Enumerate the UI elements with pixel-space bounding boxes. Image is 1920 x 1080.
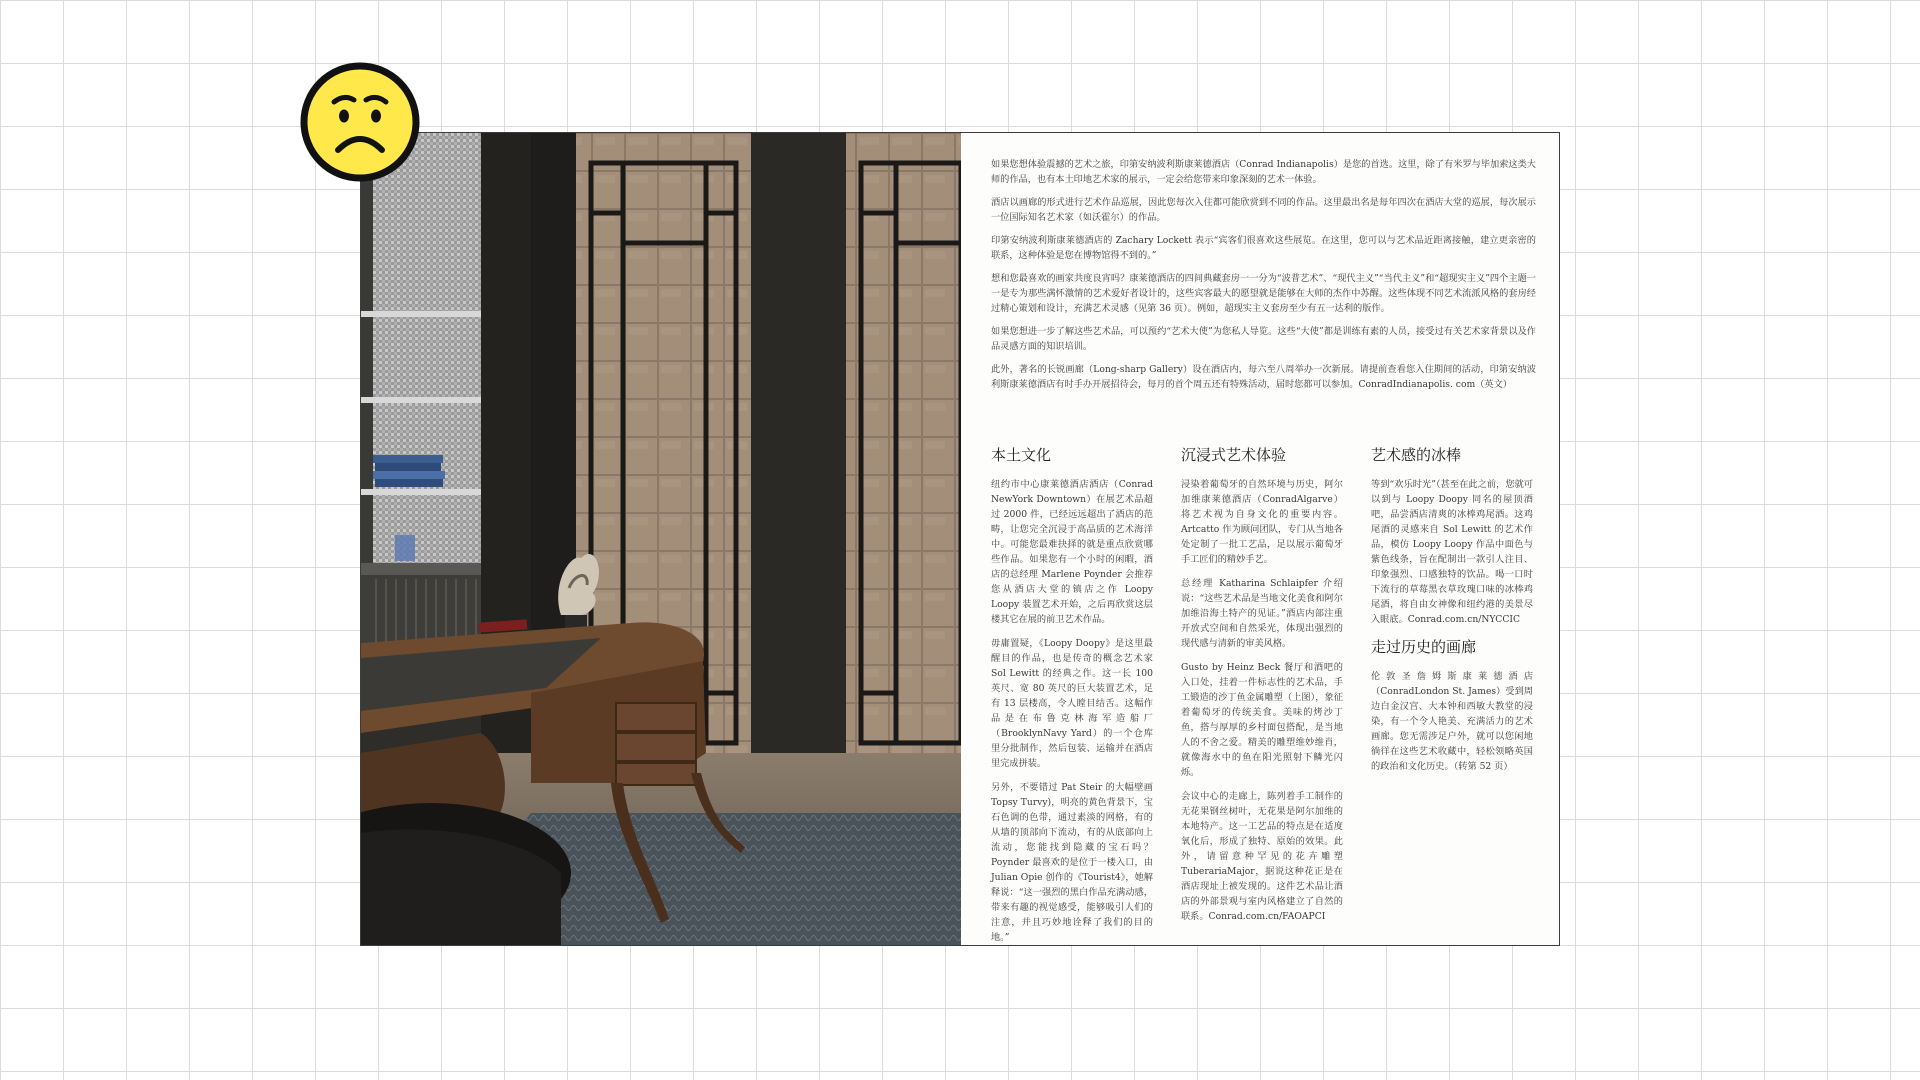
hotel-room-illustration [361, 133, 961, 945]
intro-paragraph: 印第安纳波利斯康莱德酒店的 Zachary Lockett 表示“宾客们很喜欢这些展览。在这里，您可以与艺术品近距离接触，建立更亲密的联系，这种体验是您在博物馆得不到的。” [991, 235, 1536, 261]
article-text-page [961, 133, 1560, 945]
column-paragraph: 纽约市中心康莱德酒店酒店（Conrad NewYork Downtown）在展艺术品超过 2000 件，已经远远超出了酒店的范畴，让您完全沉浸于高品质的艺术海洋中。可能您最难抉择的就是重点欣赏哪些作品。如果您有一个小时的闲暇，酒店的总经理 Marlene Poynder 会推荐您从酒店大堂的镇店之作 Loopy Loopy 装置艺术开始，之后再欣赏这层楼其它在展的前卫艺术作品。 [991, 479, 1153, 625]
section-heading: 艺术感的冰棒 [1371, 446, 1462, 464]
intro-paragraph: 想和您最喜欢的画家共度良宵吗？康莱德酒店的四间典藏套房一一分为“波普艺术”、“现代主义”“当代主义”和“超现实主义”四个主题一一是专为那些满怀激情的艺术爱好者设计的，这些宾客最大的愿望就是能够在大师的杰作中苏醒。这些体现不同艺术流派风格的套房经过精心策划和设计，充满艺术灵感（见第 36 页）。例如，超现实主义套房至少有五一达利的版作。 [991, 273, 1536, 314]
column-paragraph: 另外，不要错过 Pat Steir 的大幅壁画 Topsy Turvy)，明亮的黄色背景下，宝石色调的色带，通过素淡的网格，有的从墙的顶部向下流动，有的从底部向上流动，您能找到隐藏的宝石吗？Poynder 最喜欢的是位于一楼入口，由 Julian Opie 创作的《Tourist4》，她解释说：“这一强烈的黑白作品充满动感，带来有趣的视觉感受，能够吸引人们的注意，并且巧妙地诠释了我们的目的地。” [991, 782, 1153, 943]
hotel-room-photo [361, 133, 961, 945]
column-paragraph: 伦敦圣詹姆斯康莱德酒店（ConradLondon St. James）受到周边白金汉宫、大本钟和西敏大教堂的浸染，有一个令人艳美、充满活力的艺术画廊。您无需涉足户外，就可以您闲地徜徉在这些艺术收藏中，轻松领略英国的政治和文化历史。（转第 52 页） [1371, 671, 1533, 772]
column-paragraph: 等到“欢乐时光”（甚至在此之前，您就可以到与 Loopy Doopy 同名的屋顶酒吧，品尝酒店清爽的冰棒鸡尾酒。这鸡尾酒的灵感来自 Sol Lewitt 的艺术作品，模仿 Loopy Loopy 作品中面色与紫色线条，旨在配制出一款引人注目、印象强烈、口感独特的饮品。喝一口时下流行的草莓黑衣草玫瑰口味的冰棒鸡尾酒，将自由女神像和纽约港的美景尽入眼底。Conrad.com.cn/NYCCIC [1371, 479, 1533, 625]
intro-paragraph: 如果您想进一步了解这些艺术品，可以预约“艺术大使”为您私人导览。这些“大使”都是训练有素的人员，接受过有关艺术家背景以及作品灵感方面的知识培训。 [991, 326, 1536, 352]
worried-face-icon [300, 62, 420, 182]
article-column-immersive-art [1181, 445, 1343, 933]
article-column-art-popsicle [1371, 445, 1533, 783]
column-paragraph: 毋庸置疑，《Loopy Doopy》是这里最醒目的作品，也是传奇的概念艺术家 Sol Lewitt 的经典之作。这一长 100 英尺、宽 80 英尺的巨大装置艺术，足有 13 层楼高，令人瞠目结舌。这幅作品是在布鲁克林海军造船厂（BrooklynNavy Yard）的一个仓库里分批制作，然后包装、运输并在酒店里完成拼装。 [991, 638, 1153, 769]
column-paragraph: Gusto by Heinz Beck 餐厅和酒吧的入口处，挂着一件标志性的艺术品，手工锻造的沙丁鱼金属雕塑（上图），象征着葡萄牙的传统美食。美味的烤沙丁鱼，搭与厚厚的乡村面包搭配，是当地人的不舍之爱。精美的雕塑维妙维肖，就像海水中的鱼在阳光照射下鳞光闪烁。 [1181, 662, 1343, 778]
intro-paragraph: 此外，著名的长锐画廊（Long-sharp Gallery）设在酒店内，每六至八周举办一次新展。请提前查看您入住期间的活动，印第安纳波利斯康莱德酒店有时手办开展招待会，每月的首个周五还有特殊活动，届时您都可以参加。ConradIndianapolis. com（英文） [991, 364, 1536, 390]
intro-paragraph: 如果您想体验震撼的艺术之旅，印第安纳波利斯康莱德酒店（Conrad Indianapolis）是您的首选。这里，除了有米罗与毕加索这类大师的作品，也有本土印地艺术家的展示，一定会给您带来印象深刻的艺术一体验。 [991, 159, 1536, 185]
column-paragraph: 浸染着葡萄牙的自然环境与历史，阿尔加维康莱德酒店（ConradAlgarve）将艺术视为自身文化的重要内容。Artcatto 作为顾问团队，专门从当地各处定制了一批工艺品，足以展示葡萄牙手工匠们的精妙手艺。 [1181, 479, 1343, 565]
article-column-local-culture [991, 445, 1153, 946]
column-paragraph: 总经理 Katharina Schlaipfer 介绍说：“这些艺术品是当地文化美食和阿尔加维沿海土特产的见证。”酒店内部注重开放式空间和自然采光，体现出强烈的现代感与清新的审美风格。 [1181, 578, 1343, 649]
section-heading: 沉浸式艺术体验 [1181, 446, 1287, 464]
section-heading: 走过历史的画廊 [1371, 638, 1477, 656]
magazine-spread [360, 132, 1560, 946]
intro-paragraph: 酒店以画廊的形式进行艺术作品巡展，因此您每次入住都可能欣赏到不同的作品。这里最出名是每年四次在酒店大堂的巡展，每次展示一位国际知名艺术家（如沃霍尔）的作品。 [991, 197, 1536, 223]
section-heading: 本土文化 [991, 446, 1052, 464]
column-paragraph: 会议中心的走廊上，陈列着手工制作的无花果钢丝树叶，无花果是阿尔加维的本地特产。这一工艺品的特点是在适度氧化后，形成了独特、原始的效果。此外，请留意种罕见的花卉雕塑 TuberariaMajor，据说这种花正是在酒店现址上被发现的。这件艺术品让酒店的外部景观与室内风格建立了自然的联系。Conrad.com.cn/FAOAPCI [1181, 791, 1343, 922]
article-intro [991, 157, 1536, 400]
